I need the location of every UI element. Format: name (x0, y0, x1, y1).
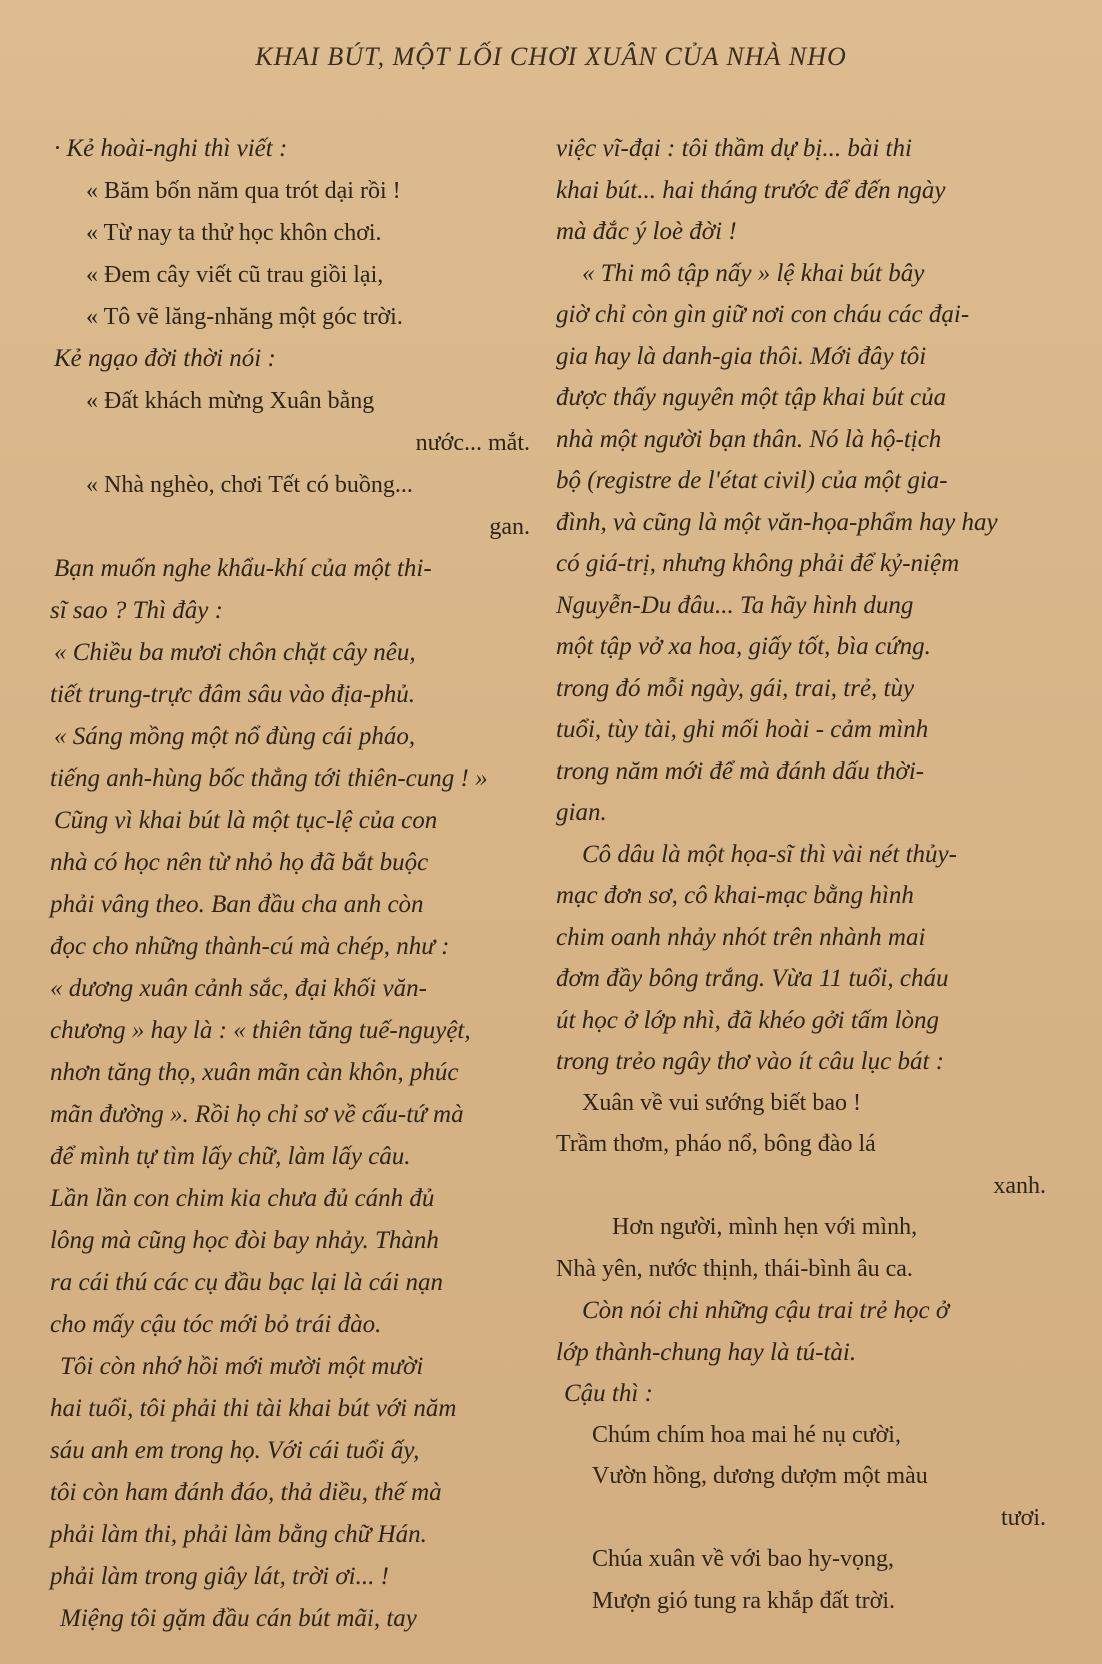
text-line: chương » hay là : « thiên tăng tuế-nguyệt, (50, 1017, 471, 1044)
text-line: mà đắc ý loè đời ! (556, 218, 737, 245)
right-column (556, 128, 1066, 1622)
text-line: Vườn hồng, dương dượm một màu (592, 1463, 928, 1489)
text-line: xanh. (993, 1172, 1046, 1199)
text-line: Bạn muốn nghe khẩu-khí của một thi- (54, 555, 432, 582)
text-line: Hơn người, mình hẹn với mình, (612, 1214, 918, 1240)
text-line: lớp thành-chung hay là tú-tài. (556, 1338, 857, 1366)
text-line: Miệng tôi gặm đầu cán bút mãi, tay (60, 1605, 417, 1632)
text-line: tuổi, tùy tài, ghi mối hoài - cảm mình (556, 716, 929, 743)
text-line: gian. (556, 799, 607, 826)
text-line: hai tuổi, tôi phải thi tài khai bút với năm (50, 1395, 457, 1422)
text-line: « Từ nay ta thử học khôn chơi. (86, 220, 382, 246)
text-line: nước... mắt. (415, 430, 530, 456)
text-line: Lần lần con chim kia chưa đủ cánh đủ (50, 1185, 435, 1212)
text-line: « Đem cây viết cũ trau giồi lại, (86, 262, 384, 288)
text-line: Xuân về vui sướng biết bao ! (582, 1089, 861, 1116)
text-line: Kẻ ngạo đời thời nói : (54, 345, 276, 372)
text-line: Chúa xuân về với bao hy-vọng, (592, 1546, 894, 1572)
text-line: nhơn tăng thọ, xuân mãn càn khôn, phúc (50, 1059, 459, 1086)
text-line: « Băm bốn năm qua trót dại rồi ! (86, 178, 401, 204)
text-line: trong trẻo ngây thơ vào ít câu lục bát : (556, 1048, 945, 1075)
page-header-title: KHAI BÚT, MỘT LỐI CHƠI XUÂN CỦA NHÀ NHO (255, 42, 847, 71)
text-line: út học ở lớp nhì, đã khéo gởi tấm lòng (556, 1006, 940, 1034)
text-line: đọc cho những thành-cú mà chép, như : (50, 933, 450, 960)
text-line: Còn nói chi những cậu trai trẻ học ở (582, 1297, 950, 1324)
text-line: « Chiều ba mươi chôn chặt cây nêu, (54, 639, 416, 666)
text-line: đình, và cũng là một văn-họa-phẩm hay hay (556, 508, 998, 536)
text-line: · Kẻ hoài-nghi thì viết : (54, 135, 288, 162)
text-line: lông mà cũng học đòi bay nhảy. Thành (50, 1227, 439, 1254)
text-line: « Thi mô tập nấy » lệ khai bút bây (582, 259, 925, 287)
text-line: trong đó mỗi ngày, gái, trai, trẻ, tùy (556, 674, 915, 702)
text-line: « Sáng mồng một nổ đùng cái pháo, (54, 723, 416, 750)
text-line: Cậu thì : (564, 1380, 653, 1407)
text-line: mãn đường ». Rồi họ chỉ sơ về cấu-tứ mà (50, 1101, 464, 1128)
text-line: gan. (489, 514, 530, 540)
text-line: tiếng anh-hùng bốc thẳng tới thiên-cung ! » (50, 765, 488, 792)
text-line: phải làm trong giây lát, trời ơi... ! (50, 1563, 389, 1590)
text-line: tôi còn ham đánh đáo, thả diều, thế mà (50, 1479, 442, 1506)
text-line: Cô dâu là một họa-sĩ thì vài nét thủy- (582, 840, 957, 868)
text-line: đơm đầy bông trắng. Vừa 11 tuổi, cháu (556, 965, 949, 992)
text-line: Trầm thơm, pháo nổ, bông đào lá (556, 1131, 876, 1157)
text-line: sĩ sao ? Thì đây : (50, 597, 223, 624)
text-line: « Tô vẽ lăng-nhăng một góc trời. (86, 304, 403, 330)
text-line: phải vâng theo. Ban đầu cha anh còn (50, 891, 424, 918)
text-line: tiết trung-trực đâm sâu vào địa-phủ. (50, 681, 415, 708)
text-line: phải làm thi, phải làm bằng chữ Hán. (50, 1521, 427, 1548)
text-line: tươi. (1000, 1504, 1046, 1531)
text-line: để mình tự tìm lấy chữ, làm lấy câu. (50, 1143, 411, 1170)
text-line: nhà có học nên từ nhỏ họ đã bắt buộc (50, 849, 429, 876)
text-line: « dương xuân cảnh sắc, đại khối văn- (50, 975, 427, 1002)
text-line: chim oanh nhảy nhót trên nhành mai (556, 923, 926, 951)
text-line: nhà một người bạn thân. Nó là hộ-tịch (556, 425, 942, 453)
text-line: Cũng vì khai bút là một tục-lệ của con (54, 807, 438, 834)
text-line: trong năm mới để mà đánh dấu thời- (556, 757, 925, 785)
text-line: Mượn gió tung ra khắp đất trời. (592, 1587, 896, 1614)
text-line: bộ (registre de l'état civil) của một gia- (556, 467, 948, 494)
text-line: gia hay là danh-gia thôi. Mới đây tôi (556, 342, 927, 370)
text-line: « Đất khách mừng Xuân bằng (86, 388, 375, 414)
text-line: giờ chỉ còn gìn giữ nơi con cháu các đại- (556, 301, 970, 328)
text-line: Nhà yên, nước thịnh, thái-bình âu ca. (556, 1255, 913, 1282)
text-line: Tôi còn nhớ hồi mới mười một mười (60, 1353, 424, 1380)
text-line: có giá-trị, nhưng không phải để kỷ-niệm (556, 550, 960, 577)
text-line: « Nhà nghèo, chơi Tết có buồng... (86, 472, 413, 498)
text-line: việc vĩ-đại : tôi thầm dự bị... bài thi (556, 135, 912, 162)
text-line: sáu anh em trong họ. Với cái tuổi ấy, (50, 1437, 420, 1464)
text-line: ra cái thú các cụ đầu bạc lại là cái nạn (50, 1269, 443, 1296)
text-line: Chúm chím hoa mai hé nụ cười, (592, 1421, 901, 1448)
text-line: khai bút... hai tháng trước để đến ngày (556, 176, 946, 204)
text-line: mạc đơn sơ, cô khai-mạc bằng hình (556, 882, 914, 909)
text-line: cho mấy cậu tóc mới bỏ trái đào. (50, 1311, 382, 1338)
text-line: Nguyễn-Du đâu... Ta hãy hình dung (556, 591, 914, 619)
text-line: một tập vở xa hoa, giấy tốt, bìa cứng. (556, 633, 931, 660)
left-column (50, 128, 550, 1640)
text-line: được thấy nguyên một tập khai bút của (556, 384, 947, 411)
